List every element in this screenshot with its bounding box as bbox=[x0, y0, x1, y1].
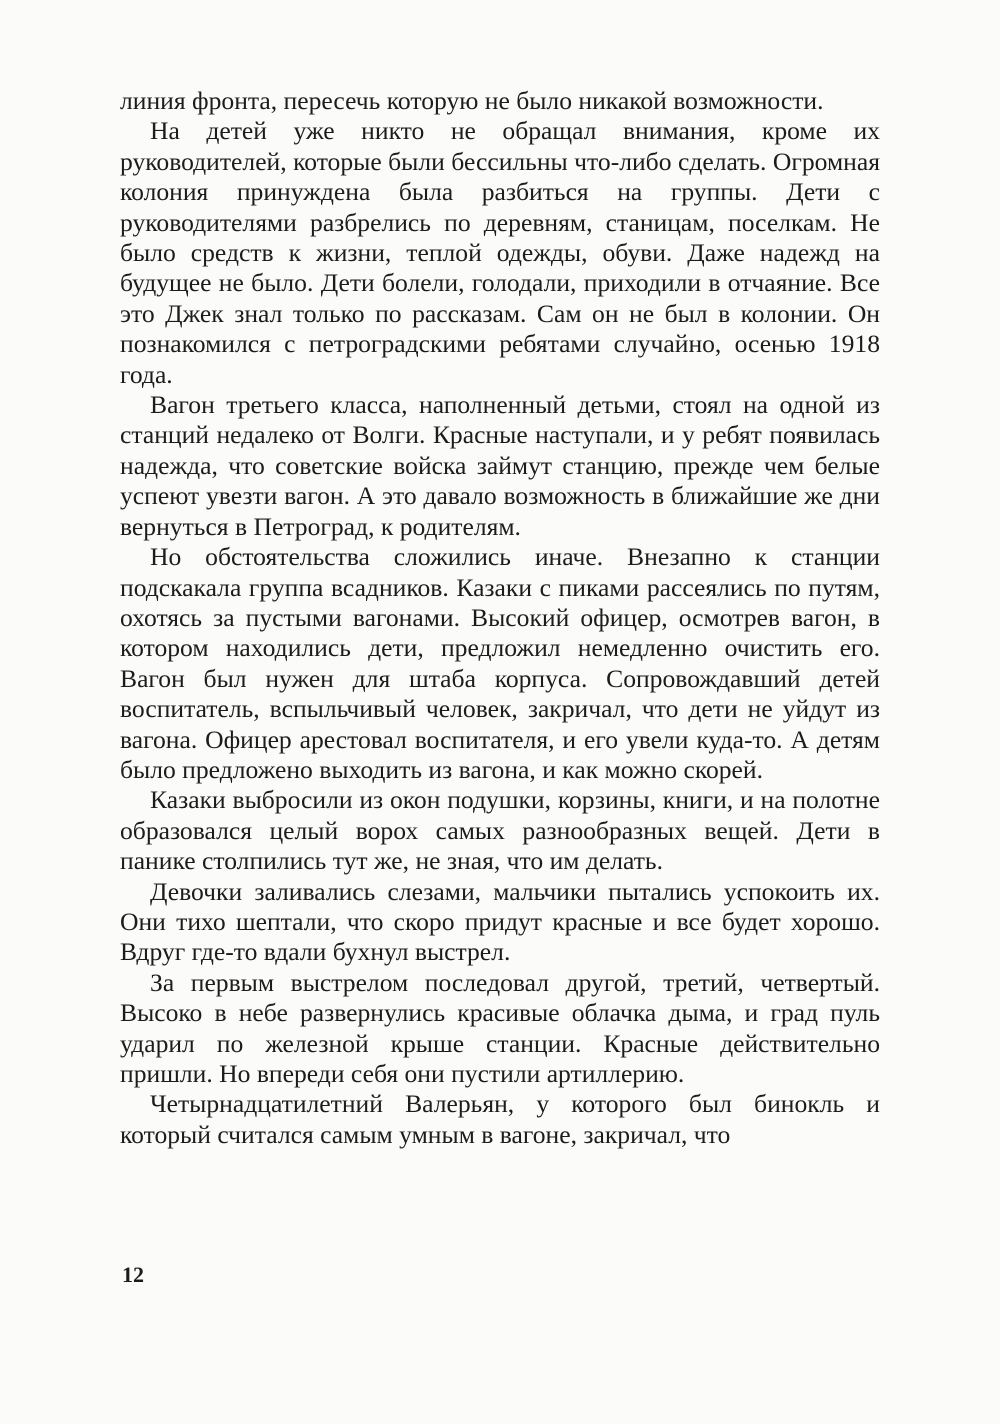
paragraph-2: На детей уже никто не обращал внимания, кроме их руководителей, которые были бессильны что-либо сделать. Огромная колония принуждена была разбиться на группы. Дети с руководителями разбрелись по деревням, станицам, поселкам. Не было средств к жизни, теплой одежды, обуви. Даже надежд на будущее не было. Дети болели, голодали, приходили в отчаяние. Все это Джек знал только по рассказам. Сам он не был в колонии. Он познакомился с петроградскими ребятами случайно, осенью 1918 года. bbox=[120, 116, 880, 389]
paragraph-4: Но обстоятельства сложились иначе. Внезапно к станции подскакала группа всадников. Казаки с пиками рассеялись по путям, охотясь за пустыми вагонами. Высокий офицер, осмотрев вагон, в котором находились дети, предложил немедленно очистить его. Вагон был нужен для штаба корпуса. Сопровождавший детей воспитатель, вспыльчивый человек, закричал, что дети не уйдут из вагона. Офицер арестовал воспитателя, и его увели куда-то. А детям было предложено выходить из вагона, и как можно скорей. bbox=[120, 542, 880, 784]
paragraph-8: Четырнадцатилетний Валерьян, у которого был бинокль и который считался самым умным в вагоне, закричал, что bbox=[120, 1089, 880, 1149]
page-number: 12 bbox=[122, 1262, 144, 1287]
paragraph-1: линия фронта, пересечь которую не было никакой возможности. bbox=[120, 86, 824, 115]
paragraph-5: Казаки выбросили из окон подушки, корзины, книги, и на полотне образовался целый ворох самых разнообразных вещей. Дети в панике столпились тут же, не зная, что им делать. bbox=[120, 785, 880, 876]
paragraph-6: Девочки заливались слезами, мальчики пытались успокоить их. Они тихо шептали, что скоро придут красные и все будет хорошо. Вдруг где-то вдали бухнул выстрел. bbox=[120, 876, 880, 967]
paragraph-7: За первым выстрелом последовал другой, третий, четвертый. Высоко в небе развернулись красивые облачка дыма, и град пуль ударил по железной крыше станции. Красные действительно пришли. Но впереди себя они пустили артиллерию. bbox=[120, 967, 880, 1088]
page-body bbox=[120, 86, 880, 1150]
paragraph-3: Вагон третьего класса, наполненный детьми, стоял на одной из станций недалеко от Волги. Красные наступали, и у ребят появилась надежда, что советские войска займут станцию, прежде чем белые успеют увезти вагон. А это давало возможность в ближайшие же дни вернуться в Петроград, к родителям. bbox=[120, 390, 880, 541]
